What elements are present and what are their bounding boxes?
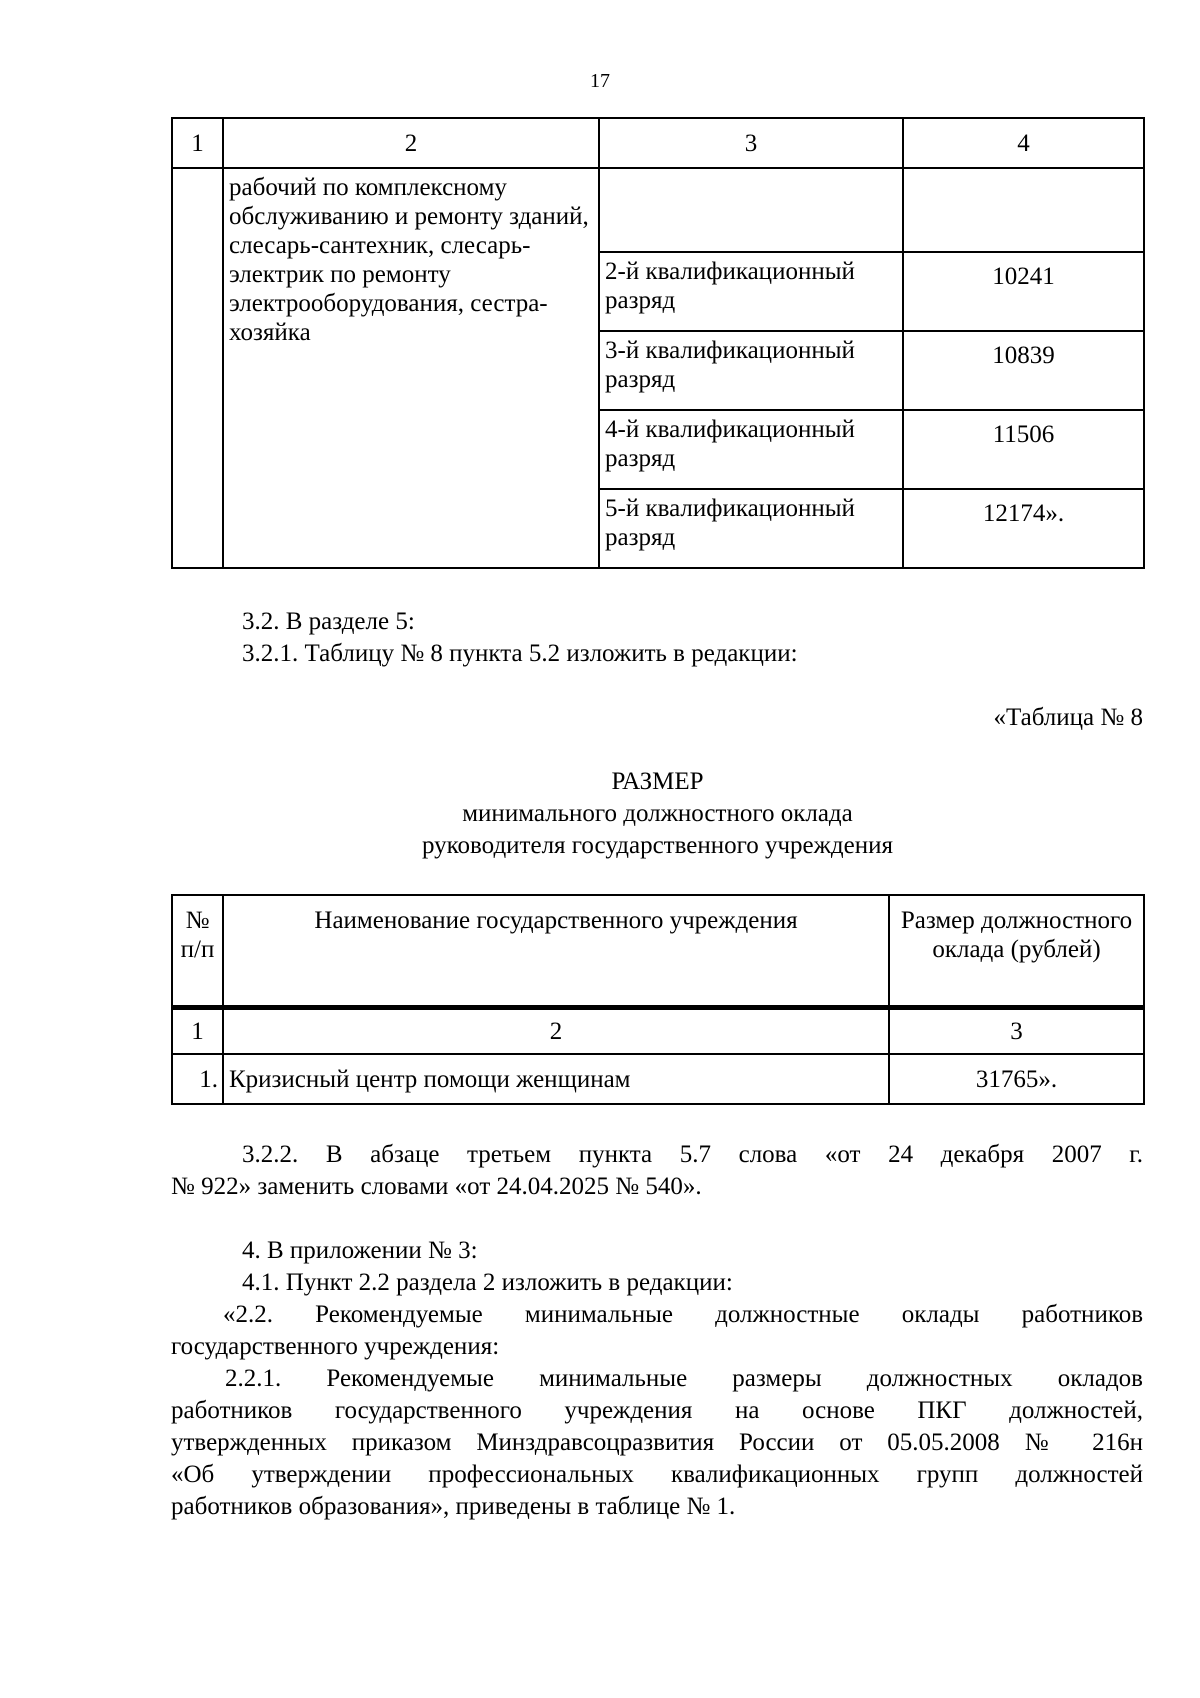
salary-grade-table bbox=[171, 117, 1145, 569]
section-2-2-1-line-2: работников государственного учреждения на основе ПКГ должностей, bbox=[171, 1397, 1143, 1424]
page-number: 17 bbox=[590, 70, 610, 92]
empty-cell bbox=[172, 168, 223, 568]
grade-cell: 5-й квалификационный разряд bbox=[599, 489, 903, 568]
col-salary-header: Размер должностного оклада (рублей) bbox=[889, 895, 1144, 1007]
section-2-2-1-line-3: утвержденных приказом Минздравсоцразвития России от 05.05.2008 № 216н bbox=[171, 1429, 1143, 1456]
header-cell: 1 bbox=[172, 118, 223, 168]
salary-cell: 12174». bbox=[903, 489, 1144, 568]
director-salary-table bbox=[171, 894, 1145, 1105]
section-2-2-1-line-5: работников образования», приведены в таблице № 1. bbox=[171, 1493, 736, 1520]
table-label: «Таблица № 8 bbox=[993, 704, 1143, 731]
salary-cell: 31765». bbox=[889, 1054, 1144, 1104]
section-3-2: 3.2. В разделе 5: bbox=[242, 608, 415, 635]
table-header-row bbox=[172, 118, 1144, 168]
salary-cell: 10241 bbox=[903, 252, 1144, 331]
salary-cell: 11506 bbox=[903, 410, 1144, 489]
section-2-2-1-line-4: «Об утверждении профессиональных квалификационных групп должностей bbox=[171, 1461, 1143, 1488]
section-4-1: 4.1. Пункт 2.2 раздела 2 изложить в редакции: bbox=[242, 1269, 733, 1296]
header-cell: 2 bbox=[223, 118, 599, 168]
section-2-2-line-2: государственного учреждения: bbox=[171, 1333, 500, 1360]
col-number-header: № п/п bbox=[172, 895, 223, 1007]
position-cell: рабочий по комплексному обслуживанию и ремонту зданий, слесарь-сантехник, слесарь-электрик по ремонту электрооборудования, сестра-хозяйка bbox=[223, 168, 599, 568]
title-line-3: руководителя государственного учреждения bbox=[422, 832, 893, 859]
empty-cell bbox=[599, 168, 903, 252]
section-3-2-1: 3.2.1. Таблицу № 8 пункта 5.2 изложить в редакции: bbox=[242, 640, 798, 667]
grade-cell: 3-й квалификационный разряд bbox=[599, 331, 903, 410]
empty-cell bbox=[903, 168, 1144, 252]
grade-cell: 4-й квалификационный разряд bbox=[599, 410, 903, 489]
row-number-cell: 1. bbox=[172, 1054, 223, 1104]
salary-cell: 10839 bbox=[903, 331, 1144, 410]
section-2-2-1-line-1: 2.2.1. Рекомендуемые минимальные размеры должностных окладов bbox=[225, 1365, 1143, 1392]
number-cell: 2 bbox=[223, 1007, 889, 1054]
number-cell: 3 bbox=[889, 1007, 1144, 1054]
col-name-header: Наименование государственного учреждения bbox=[223, 895, 889, 1007]
section-3-2-2-line-1: 3.2.2. В абзаце третьем пункта 5.7 слова «от 24 декабря 2007 г. bbox=[242, 1141, 1143, 1168]
header-cell: 3 bbox=[599, 118, 903, 168]
header-cell: 4 bbox=[903, 118, 1144, 168]
grade-cell: 2-й квалификационный разряд bbox=[599, 252, 903, 331]
table-row bbox=[172, 168, 1144, 252]
section-3-2-2-line-2: № 922» заменить словами «от 24.04.2025 № 540». bbox=[171, 1173, 702, 1200]
number-cell: 1 bbox=[172, 1007, 223, 1054]
title-line-2: минимального должностного оклада bbox=[462, 800, 853, 827]
table-header-row bbox=[172, 895, 1144, 1007]
institution-name-cell: Кризисный центр помощи женщинам bbox=[223, 1054, 889, 1104]
table-number-row bbox=[172, 1007, 1144, 1054]
title-line-1: РАЗМЕР bbox=[611, 768, 704, 795]
section-4: 4. В приложении № 3: bbox=[242, 1237, 478, 1264]
section-2-2-line-1: «2.2. Рекомендуемые минимальные должностные оклады работников bbox=[223, 1301, 1143, 1328]
table-row bbox=[172, 1054, 1144, 1104]
